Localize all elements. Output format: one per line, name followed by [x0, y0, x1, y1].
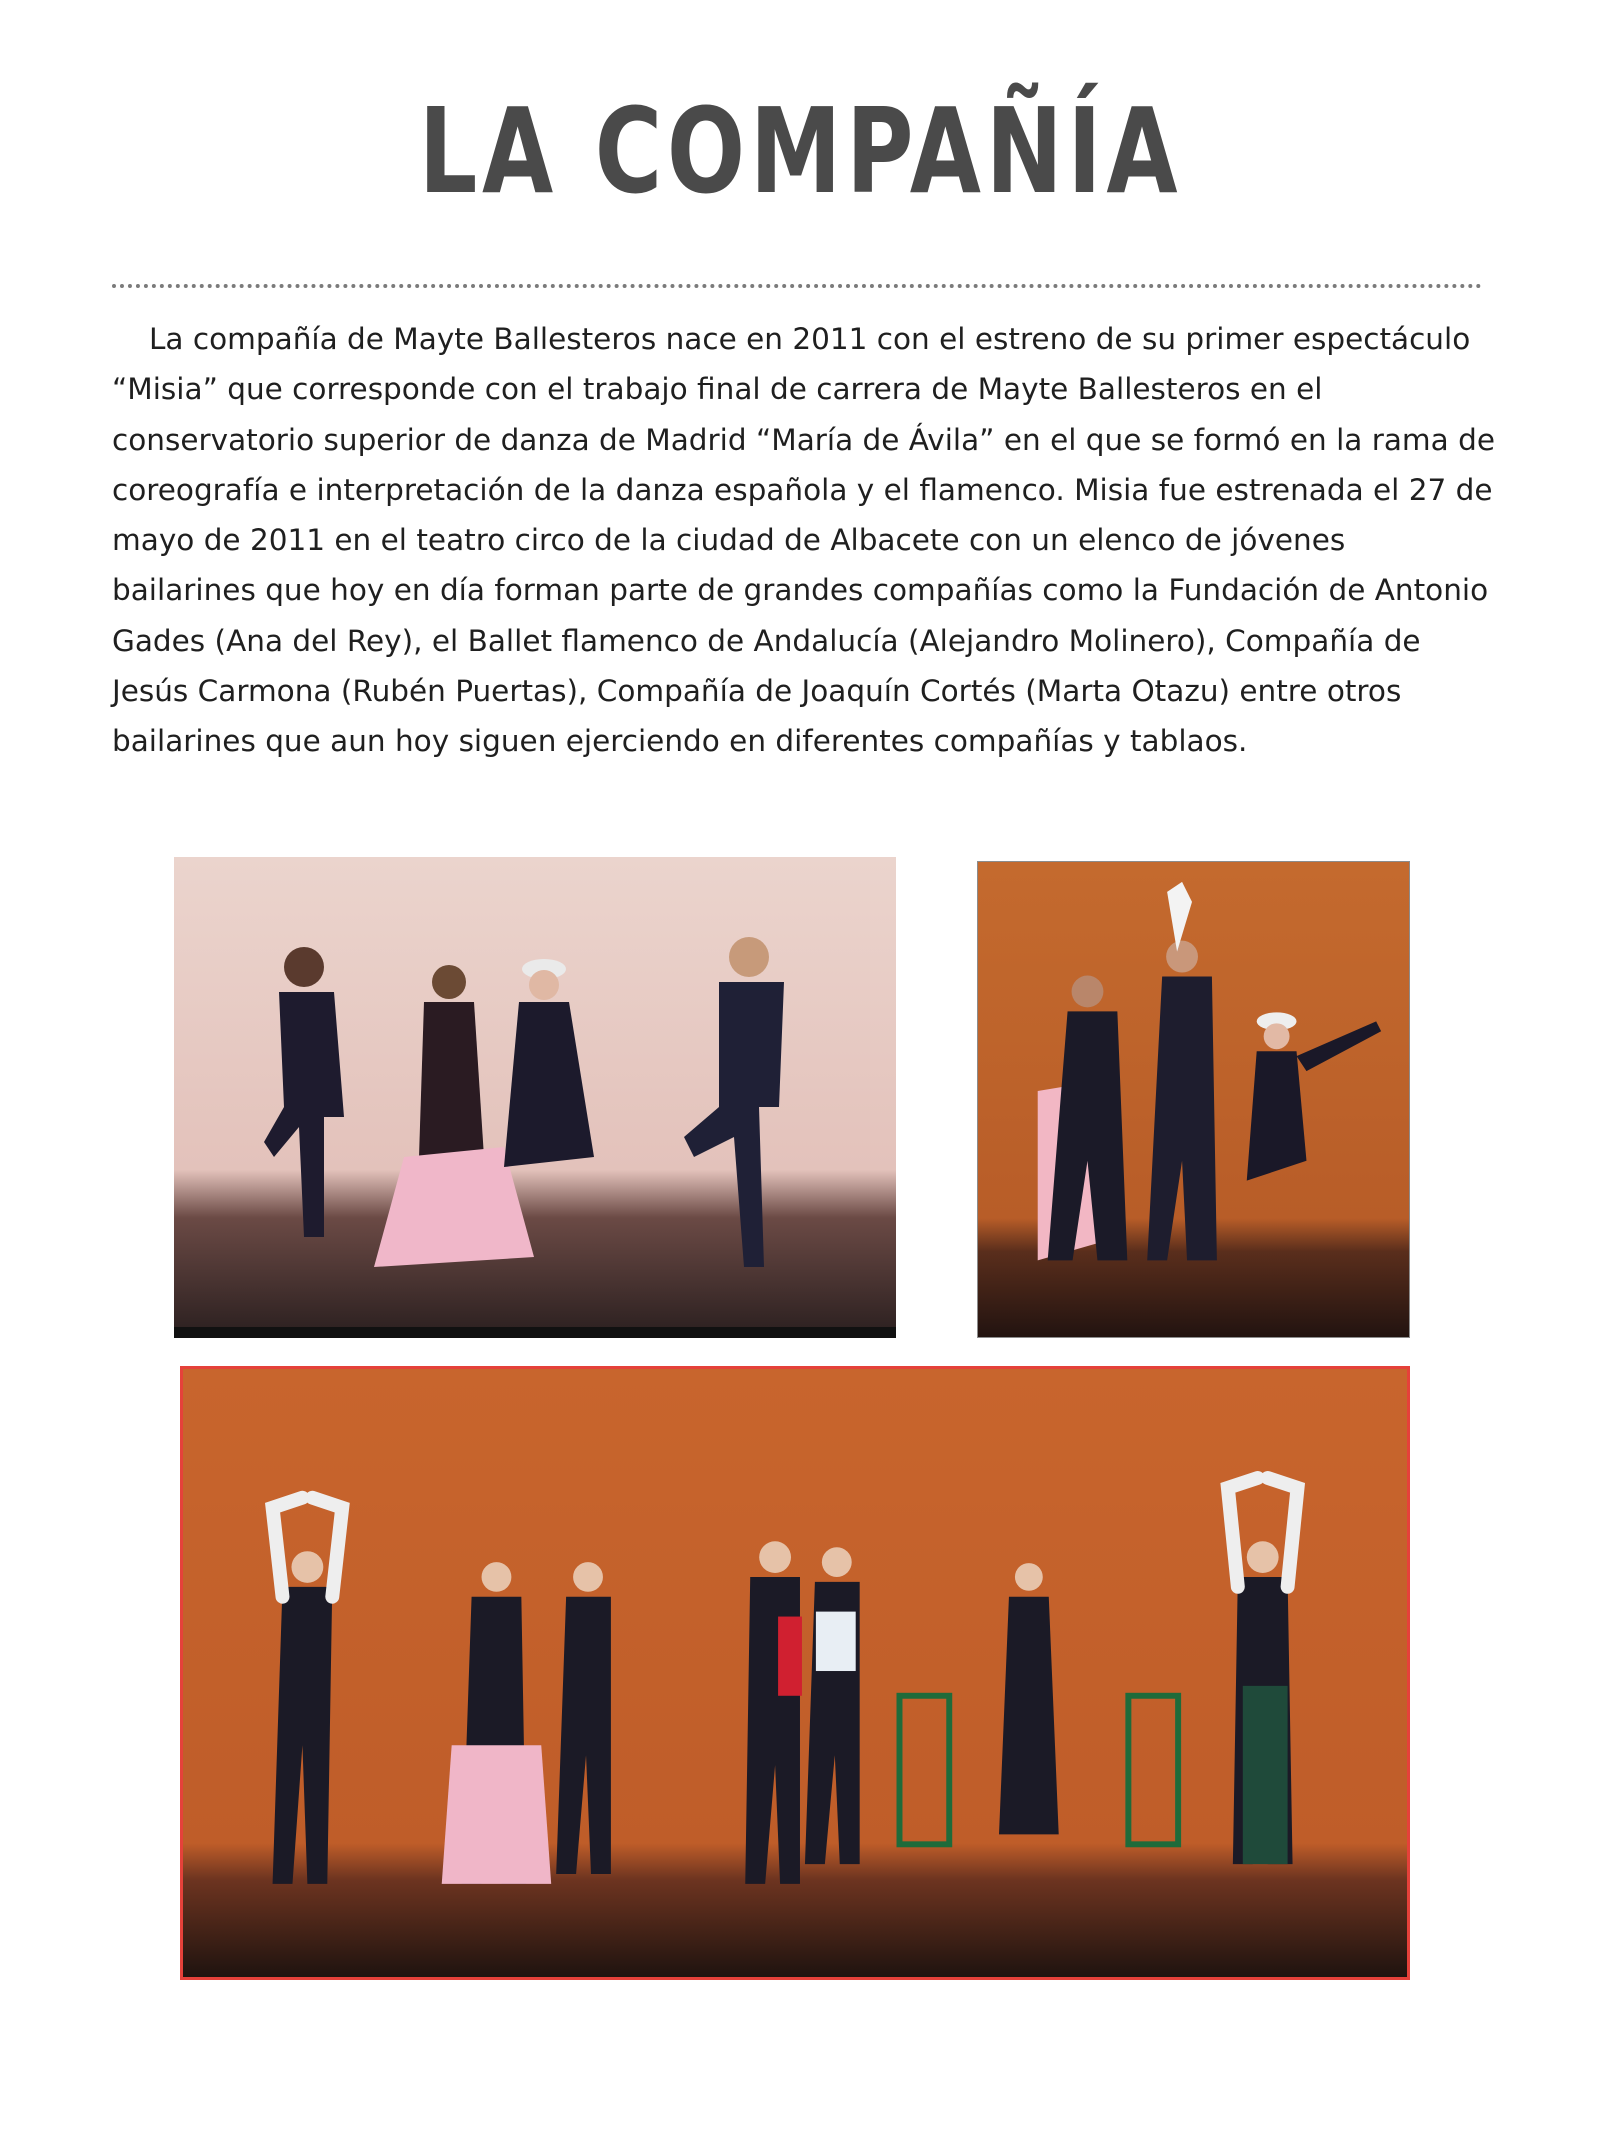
- dance-photo-full-company: [180, 1366, 1410, 1980]
- dance-photo-four-dancers: [174, 857, 896, 1338]
- dotted-divider: [112, 284, 1482, 288]
- intro-paragraph: La compañía de Mayte Ballesteros nace en 2011 con el estreno de su primer espectáculo “Misia” que corresponde con el trabajo final de carrera de Mayte Ballesteros en el conservatorio superior de danza de Madrid “María de Ávila” en el que se formó en la rama de coreografía e interpretación de la danza española y el flamenco. Misia fue estrenada el 27 de mayo de 2011 en el teatro circo de la ciudad de Albacete con un elenco de jóvenes bailarines que hoy en día forman parte de grandes compañías como la Fundación de Antonio Gades (Ana del Rey), el Ballet flamenco de Andalucía (Alejandro Molinero), Compañía de Jesús Carmona (Rubén Puertas), Compañía de Joaquín Cortés (Marta Otazu) entre otros bailarines que aun hoy siguen ejerciendo en diferentes compañías y tablaos.: [112, 322, 1495, 759]
- page-title: LA COMPAÑÍA: [418, 82, 1183, 220]
- dance-photo-group-orange: [977, 861, 1410, 1338]
